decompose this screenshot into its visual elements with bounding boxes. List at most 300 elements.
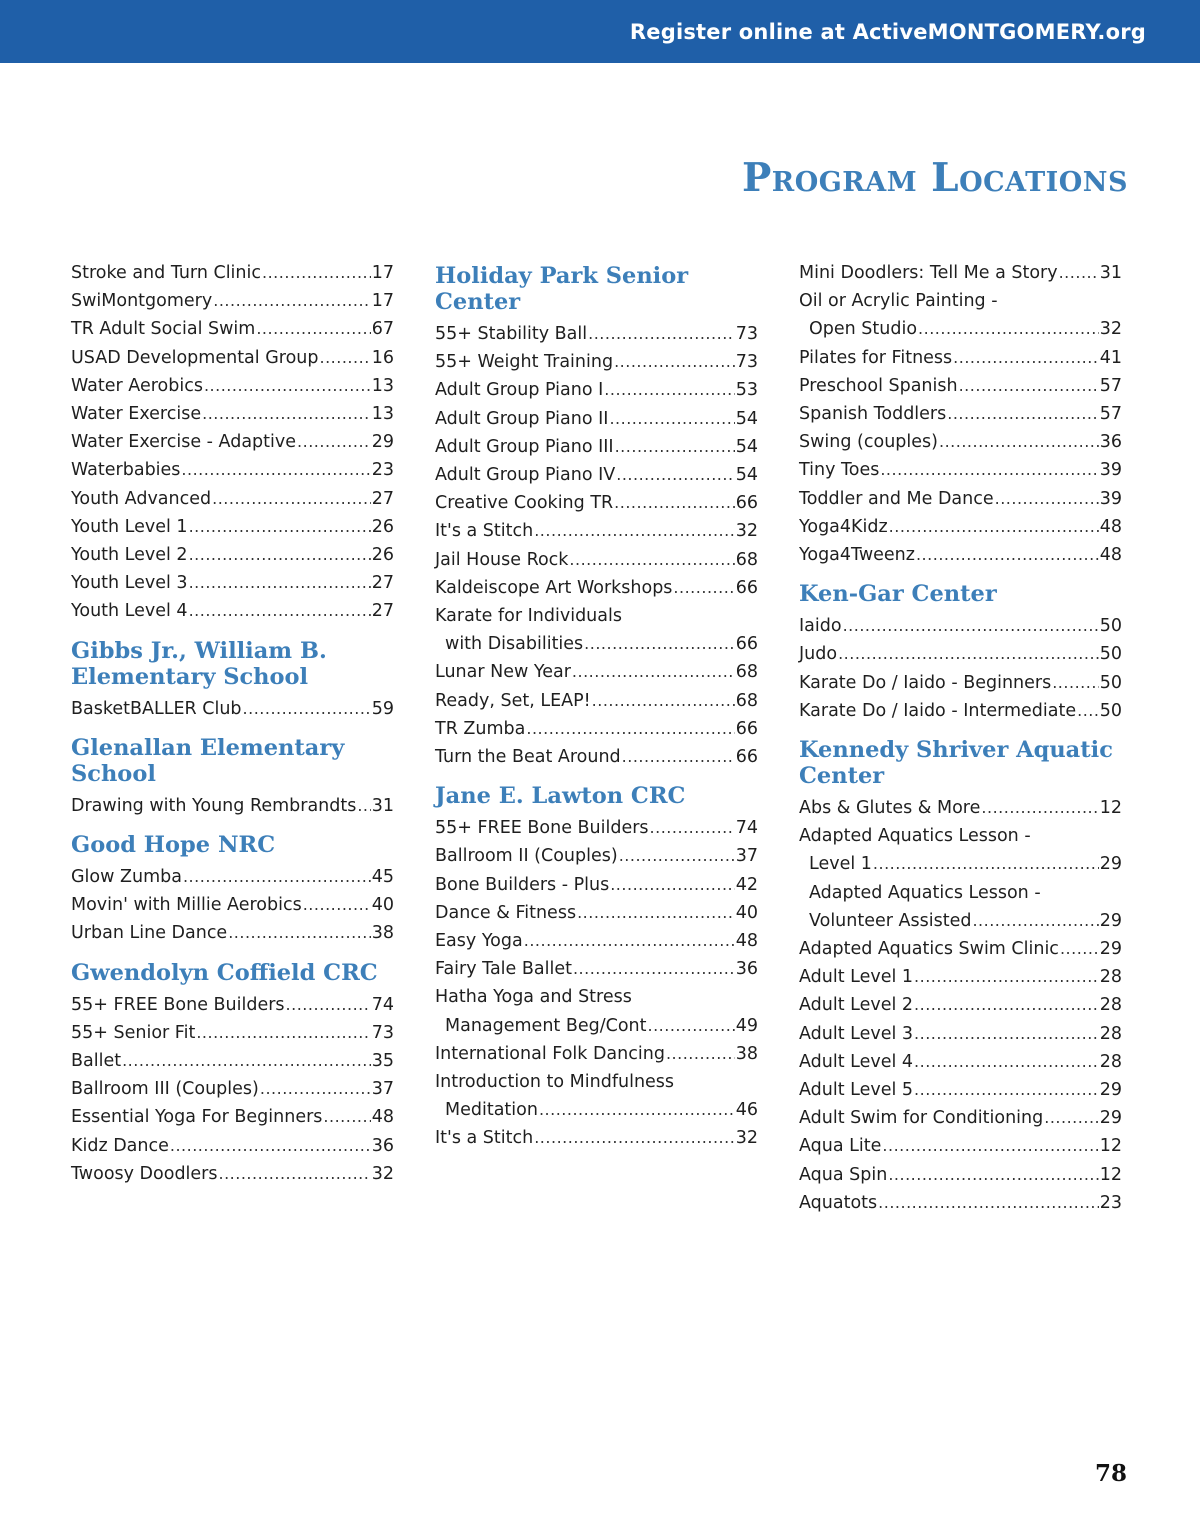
column-2 [435, 259, 758, 1153]
item-name: BasketBALLER Club [71, 698, 242, 719]
leader-dots [534, 1124, 735, 1152]
item-name: Aquatots [799, 1192, 878, 1213]
item-page: 23 [1099, 1192, 1122, 1213]
item-page: 38 [735, 1043, 758, 1064]
list-item [799, 1048, 1122, 1076]
item-name: TR Zumba [435, 718, 526, 739]
column-1 [71, 259, 394, 1188]
list-item [799, 669, 1122, 697]
item-list [71, 863, 394, 948]
list-item [71, 1132, 394, 1160]
list-item [799, 428, 1122, 456]
register-link[interactable]: Register online at ActiveMONTGOMERY.org [629, 20, 1146, 44]
item-page: 40 [371, 895, 394, 916]
list-item [71, 456, 394, 484]
item-page: 50 [1099, 672, 1122, 693]
leader-dots [673, 574, 734, 602]
item-list [435, 658, 758, 771]
leader-dots [357, 792, 370, 820]
item-page: 68 [735, 690, 758, 711]
item-page: 27 [371, 573, 394, 594]
leader-dots [838, 640, 1099, 668]
leader-dots [914, 1076, 1099, 1104]
leader-dots [843, 612, 1099, 640]
item-name: USAD Developmental Group [71, 347, 319, 368]
item-name: Adult Group Piano I [435, 380, 604, 401]
item-page: 26 [371, 545, 394, 566]
list-item [799, 372, 1122, 400]
item-page: 17 [371, 291, 394, 312]
leader-dots [873, 850, 1099, 878]
item-name: Water Exercise - Adaptive [71, 432, 297, 453]
item-list [71, 991, 394, 1188]
item-page: 74 [371, 994, 394, 1015]
item-page: 68 [735, 662, 758, 683]
item-page: 23 [371, 460, 394, 481]
leader-dots [573, 955, 735, 983]
list-item [799, 485, 1122, 513]
leader-dots [959, 372, 1099, 400]
leader-dots [882, 1132, 1098, 1160]
list-item-line: Introduction to Mindfulness [435, 1072, 675, 1093]
item-name: Movin' with Millie Aerobics [71, 895, 302, 916]
page-title: Program Locations [741, 155, 1128, 201]
list-item [435, 348, 758, 376]
leader-dots [1060, 935, 1099, 963]
list-item [71, 428, 394, 456]
item-name: 55+ FREE Bone Builders [435, 818, 649, 839]
list-item [799, 612, 1122, 640]
leader-dots [914, 963, 1099, 991]
leader-dots [297, 428, 371, 456]
list-item [71, 695, 394, 723]
list-item [71, 792, 394, 820]
item-name: Drawing with Young Rembrandts [71, 795, 357, 816]
item-name: Essential Yoga For Beginners [71, 1107, 323, 1128]
item-page: 13 [371, 375, 394, 396]
item-name: Yoga4Kidz [799, 516, 888, 537]
list-item [71, 372, 394, 400]
item-name: TR Adult Social Swim [71, 319, 256, 340]
list-item [435, 871, 758, 899]
item-page: 36 [371, 1135, 394, 1156]
leader-dots [650, 814, 735, 842]
item-name: Karate Do / Iaido - Beginners [799, 672, 1052, 693]
item-name: Ballroom III (Couples) [71, 1079, 259, 1100]
list-item [799, 1161, 1122, 1189]
item-page: 12 [1099, 1164, 1122, 1185]
leader-dots [524, 927, 735, 955]
item-page: 45 [371, 867, 394, 888]
item-page: 57 [1099, 404, 1122, 425]
leader-dots [303, 891, 371, 919]
item-page: 54 [735, 408, 758, 429]
leader-dots [981, 794, 1098, 822]
section-heading: Jane E. Lawton CRC [435, 783, 686, 810]
list-item [799, 907, 1122, 935]
item-name: Iaido [799, 616, 842, 637]
leader-dots [878, 1189, 1099, 1217]
list-item [799, 400, 1122, 428]
leader-dots [588, 320, 735, 348]
leader-dots [888, 1161, 1098, 1189]
leader-dots [219, 1160, 371, 1188]
list-item [799, 850, 1122, 878]
list-item [71, 597, 394, 625]
page-number: 78 [1094, 1460, 1127, 1487]
column-3 [799, 259, 1122, 1217]
item-name: Adult Group Piano IV [435, 465, 616, 486]
item-page: 28 [1099, 967, 1122, 988]
section-heading: Holiday Park Senior Center [435, 263, 689, 315]
item-list [435, 320, 758, 602]
item-name: Toddler and Me Dance [799, 488, 994, 509]
list-item [435, 1096, 758, 1124]
leader-dots [666, 1040, 735, 1068]
item-list [799, 612, 1122, 725]
list-item [71, 569, 394, 597]
item-name: Volunteer Assisted [809, 910, 972, 931]
item-page: 66 [735, 577, 758, 598]
item-page: 66 [735, 493, 758, 514]
list-item [799, 963, 1122, 991]
item-page: 68 [735, 549, 758, 570]
leader-dots [323, 1103, 370, 1131]
item-page: 66 [735, 634, 758, 655]
list-item [435, 630, 758, 658]
item-page: 32 [1099, 319, 1122, 340]
list-item [799, 315, 1122, 343]
item-list [71, 259, 394, 626]
list-item-line: Karate for Individuals [435, 606, 622, 627]
item-name: Ballet [71, 1051, 122, 1072]
list-item [71, 919, 394, 947]
item-page: 40 [735, 902, 758, 923]
item-name: Aqua Lite [799, 1136, 882, 1157]
item-page: 48 [1099, 545, 1122, 566]
item-list [435, 814, 758, 983]
list-item [799, 1132, 1122, 1160]
leader-dots [914, 1048, 1099, 1076]
item-name: Adult Level 3 [799, 1023, 914, 1044]
item-page: 67 [371, 319, 394, 340]
item-page: 32 [735, 521, 758, 542]
item-name: Water Exercise [71, 404, 202, 425]
leader-dots [189, 513, 371, 541]
leader-dots [569, 546, 734, 574]
item-name: Youth Level 1 [71, 516, 188, 537]
item-page: 28 [1099, 995, 1122, 1016]
list-item [799, 794, 1122, 822]
item-page: 66 [735, 747, 758, 768]
item-name: Aqua Spin [799, 1164, 888, 1185]
item-page: 12 [1099, 798, 1122, 819]
item-name: Tiny Toes [799, 460, 880, 481]
list-item [71, 485, 394, 513]
item-page: 32 [371, 1163, 394, 1184]
item-page: 29 [1099, 1080, 1122, 1101]
item-name: Jail House Rock [435, 549, 569, 570]
list-item [71, 400, 394, 428]
leader-dots [539, 1096, 735, 1124]
leader-dots [610, 871, 735, 899]
leader-dots [204, 372, 371, 400]
item-page: 27 [371, 488, 394, 509]
item-name: Bone Builders - Plus [435, 874, 610, 895]
item-list [799, 344, 1122, 570]
leader-dots [256, 315, 370, 343]
item-name: Youth Level 3 [71, 573, 188, 594]
list-item [435, 1124, 758, 1152]
list-item [71, 891, 394, 919]
item-name: Youth Level 4 [71, 601, 188, 622]
list-item [435, 687, 758, 715]
item-name: Lunar New Year [435, 662, 571, 683]
leader-dots [914, 1020, 1099, 1048]
leader-dots [170, 1132, 371, 1160]
list-item [435, 489, 758, 517]
item-name: Adapted Aquatics Swim Clinic [799, 939, 1059, 960]
leader-dots [889, 513, 1099, 541]
item-page: 48 [735, 931, 758, 952]
leader-dots [243, 695, 371, 723]
item-page: 57 [1099, 375, 1122, 396]
leader-dots [953, 344, 1099, 372]
item-page: 36 [735, 959, 758, 980]
item-name: Kaldeiscope Art Workshops [435, 577, 673, 598]
list-item [71, 1160, 394, 1188]
item-name: Kidz Dance [71, 1135, 169, 1156]
leader-dots [1059, 259, 1099, 287]
item-name: Spanish Toddlers [799, 404, 947, 425]
leader-dots [181, 456, 370, 484]
list-item [435, 715, 758, 743]
leader-dots [616, 461, 734, 489]
item-page: 27 [371, 601, 394, 622]
leader-dots [914, 991, 1099, 1019]
leader-dots [202, 400, 371, 428]
section-heading: Kennedy Shriver Aquatic Center [799, 737, 1113, 790]
list-item [71, 1075, 394, 1103]
leader-dots [947, 400, 1098, 428]
leader-dots [880, 456, 1098, 484]
leader-dots [122, 1047, 371, 1075]
item-name: Level 1 [809, 854, 872, 875]
list-item [435, 405, 758, 433]
leader-dots [614, 348, 735, 376]
list-item [71, 1019, 394, 1047]
leader-dots [183, 863, 371, 891]
item-name: Dance & Fitness [435, 902, 577, 923]
item-name: Fairy Tale Ballet [435, 959, 572, 980]
item-name: with Disabilities [445, 634, 584, 655]
item-page: 31 [1099, 263, 1122, 283]
list-item [435, 1012, 758, 1040]
leader-dots [584, 630, 735, 658]
list-item [435, 376, 758, 404]
item-page: 49 [735, 1015, 758, 1036]
item-name: Ballroom II (Couples) [435, 846, 618, 867]
leader-dots [260, 1075, 371, 1103]
list-item [71, 541, 394, 569]
leader-dots [972, 907, 1098, 935]
leader-dots [577, 899, 735, 927]
list-item [799, 259, 1122, 287]
leader-dots [228, 919, 371, 947]
leader-dots [619, 842, 735, 870]
item-name: Meditation [445, 1100, 538, 1121]
section-heading: Ken-Gar Center [799, 581, 997, 608]
item-page: 29 [1099, 939, 1122, 960]
item-name: Turn the Beat Around [435, 747, 621, 768]
list-item [799, 541, 1122, 569]
list-item [435, 842, 758, 870]
item-name: Adult Level 5 [799, 1080, 914, 1101]
list-item [799, 935, 1122, 963]
list-item [799, 513, 1122, 541]
leader-dots [995, 485, 1099, 513]
leader-dots [918, 315, 1099, 343]
item-page: 29 [1099, 854, 1122, 875]
list-item [435, 955, 758, 983]
list-item [799, 1020, 1122, 1048]
item-list [71, 695, 394, 723]
item-name: Management Beg/Cont [445, 1015, 647, 1036]
leader-dots [286, 991, 371, 1019]
leader-dots [572, 658, 735, 686]
item-page: 17 [371, 263, 394, 283]
item-name: Adult Group Piano III [435, 436, 614, 457]
item-page: 16 [371, 347, 394, 368]
leader-dots [320, 344, 371, 372]
item-name: Waterbabies [71, 460, 181, 481]
list-item [799, 1104, 1122, 1132]
item-page: 54 [735, 436, 758, 457]
list-item [799, 1076, 1122, 1104]
item-name: Abs & Glutes & More [799, 798, 981, 819]
item-page: 50 [1099, 644, 1122, 665]
item-page: 26 [371, 516, 394, 537]
leader-dots [648, 1012, 735, 1040]
leader-dots [622, 743, 735, 771]
item-page: 48 [1099, 516, 1122, 537]
item-page: 46 [735, 1100, 758, 1121]
item-page: 37 [735, 846, 758, 867]
leader-dots [196, 1019, 370, 1047]
item-page: 73 [735, 352, 758, 373]
item-page: 41 [1099, 347, 1122, 368]
item-page: 39 [1099, 460, 1122, 481]
leader-dots [189, 541, 371, 569]
section-heading: Good Hope NRC [71, 832, 276, 859]
item-page: 48 [371, 1107, 394, 1128]
item-page: 37 [371, 1079, 394, 1100]
item-name: Pilates for Fitness [799, 347, 953, 368]
item-name: It's a Stitch [435, 1128, 534, 1149]
item-page: 54 [735, 465, 758, 486]
item-list [799, 935, 1122, 1217]
leader-dots [615, 433, 735, 461]
leader-dots [609, 405, 734, 433]
leader-dots [213, 287, 370, 315]
leader-dots [1077, 697, 1099, 725]
item-page: 31 [371, 795, 394, 816]
list-item [71, 1103, 394, 1131]
list-item [435, 320, 758, 348]
item-name: Glow Zumba [71, 867, 182, 888]
leader-dots [212, 485, 371, 513]
list-item [435, 814, 758, 842]
header-bar [0, 0, 1200, 63]
list-item [799, 640, 1122, 668]
item-page: 66 [735, 718, 758, 739]
leader-dots [592, 687, 735, 715]
list-item [71, 287, 394, 315]
item-name: Adult Level 4 [799, 1051, 914, 1072]
item-page: 36 [1099, 432, 1122, 453]
item-name: Water Aerobics [71, 375, 203, 396]
leader-dots [939, 428, 1099, 456]
list-item-line: Adapted Aquatics Lesson - [809, 882, 1041, 903]
list-item [435, 899, 758, 927]
item-name: It's a Stitch [435, 521, 534, 542]
list-item [71, 863, 394, 891]
item-name: International Folk Dancing [435, 1043, 665, 1064]
list-item [799, 344, 1122, 372]
item-name: Adult Level 1 [799, 967, 914, 988]
item-name: Ready, Set, LEAP! [435, 690, 591, 711]
item-page: 73 [371, 1022, 394, 1043]
item-name: Adult Group Piano II [435, 408, 609, 429]
item-name: Youth Level 2 [71, 545, 188, 566]
list-item [71, 315, 394, 343]
list-item [799, 697, 1122, 725]
list-item-line: Hatha Yoga and Stress [435, 987, 632, 1008]
section-heading: Gwendolyn Coffield CRC [71, 959, 378, 986]
item-name: Urban Line Dance [71, 923, 228, 944]
item-page: 53 [735, 380, 758, 401]
list-item [71, 344, 394, 372]
item-name: 55+ Senior Fit [71, 1022, 196, 1043]
list-item [435, 574, 758, 602]
item-page: 50 [1099, 616, 1122, 637]
item-name: Adult Level 2 [799, 995, 914, 1016]
leader-dots [614, 489, 735, 517]
item-page: 32 [735, 1128, 758, 1149]
item-name: 55+ FREE Bone Builders [71, 994, 285, 1015]
item-page: 12 [1099, 1136, 1122, 1157]
list-item [435, 461, 758, 489]
list-item [435, 546, 758, 574]
list-item [799, 991, 1122, 1019]
leader-dots [604, 376, 734, 404]
item-name: SwiMontgomery [71, 291, 213, 312]
leader-dots [262, 259, 371, 287]
item-name: Adult Swim for Conditioning [799, 1108, 1044, 1129]
item-name: Easy Yoga [435, 931, 523, 952]
item-page: 29 [371, 432, 394, 453]
list-item [71, 1047, 394, 1075]
item-name: Swing (couples) [799, 432, 938, 453]
leader-dots [189, 569, 371, 597]
item-page: 13 [371, 404, 394, 425]
list-item-line: Adapted Aquatics Lesson - [799, 826, 1031, 847]
item-name: Preschool Spanish [799, 375, 958, 396]
item-page: 59 [371, 698, 394, 719]
leader-dots [1052, 669, 1099, 697]
list-item [71, 259, 394, 287]
list-item [435, 1040, 758, 1068]
